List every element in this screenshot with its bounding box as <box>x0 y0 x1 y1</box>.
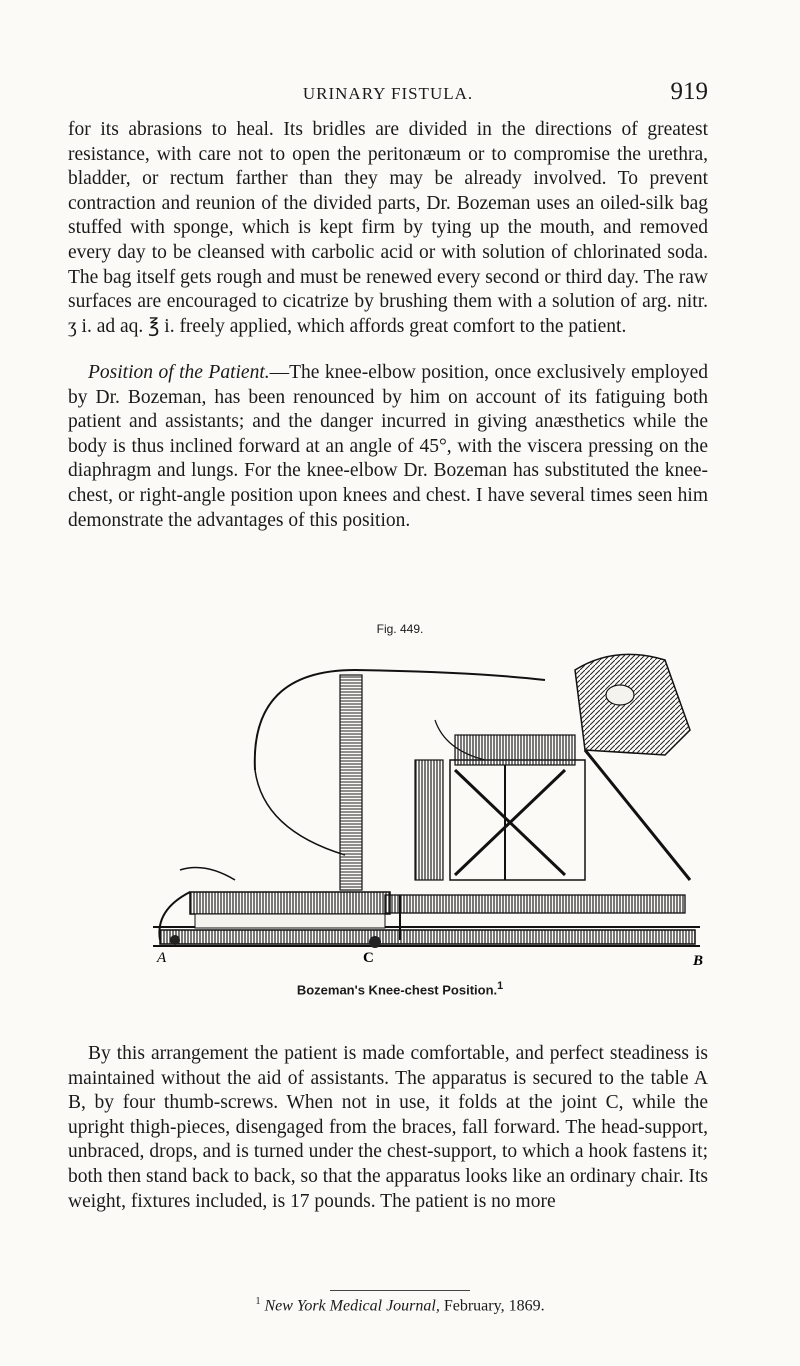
figure-letter-c: C <box>363 950 374 966</box>
figure-letter-a: A <box>157 950 167 966</box>
patient-drapery <box>255 670 545 890</box>
footnote-marker: 1 <box>255 1296 261 1307</box>
running-title: URINARY FISTULA. <box>302 84 474 103</box>
paragraph-arrangement: By this arrangement the patient is made comfortable, and perfect steadiness is maintained without the aid of assistants. The apparatus is secured to the table A B, by four thumb-screws. When not in use, it folds at the joint C, while the upright thigh-pieces, disengaged from the braces, fall forward. The head-support, unbraced, drops, and is turned under the chest-support, to which a hook fastens it; both then stand back to back, so that the apparatus looks like an ordinary chair. Its weight, fixtures included, is 17 pounds. The patient is no more <box>68 1043 708 1212</box>
footnote-date: February, 1869. <box>439 1297 545 1315</box>
figure-caption-text: Bozeman's Knee-chest Position. <box>296 982 498 998</box>
paragraph-position-body: —The knee-elbow position, once exclusively employed by Dr. Bozeman, has been renounced by him on account of its fatiguing both patient and assistants; and the danger incurred in giving anæsthetics while the body is thus inclined forward at an angle of 45°, with the viscera pressing on the diaphragm and lungs. For the knee-elbow Dr. Bozeman has substituted the knee-chest, or right-angle position upon knees and chest. I have several times seen him demonstrate the advantages of this position. <box>68 362 708 531</box>
footnote <box>0 1296 800 1315</box>
figure-caption <box>0 980 800 997</box>
running-head <box>68 78 708 108</box>
section-heading: Position of the Patient. <box>88 362 270 383</box>
thigh-supports <box>415 735 585 880</box>
paragraph-abrasions: for its abrasions to heal. Its bridles are divided in the directions of greatest resistance, with care not to open the peritonæum or to compromise the urethra, bladder, or rectum farther than they may be already involved. To prevent contraction and reunion of the divided parts, Dr. Bozeman uses an oiled-silk bag stuffed with sponge, which is kept firm by tying up the mouth, and removed every day to be cleansed with carbolic acid or with solution of chlorinated soda. The bag itself gets rough and must be renewed every second or third day. The raw surfaces are encouraged to cicatrize by brushing them with a solution of arg. nitr. ʒ i. ad aq. ℥ i. freely applied, which affords great comfort to the patient. <box>68 119 708 337</box>
table-base <box>153 927 700 946</box>
page-number: 919 <box>670 78 708 105</box>
figure-illustration <box>145 640 715 970</box>
paragraph-position <box>68 361 708 533</box>
figure-caption-ref: 1 <box>497 980 504 992</box>
figure-label: Fig. 449. <box>376 622 424 636</box>
figure-letter-b: B <box>693 953 704 969</box>
footnote-rule <box>330 1290 470 1291</box>
head-support <box>575 654 690 880</box>
footnote-journal: New York Medical Journal, <box>264 1297 440 1315</box>
